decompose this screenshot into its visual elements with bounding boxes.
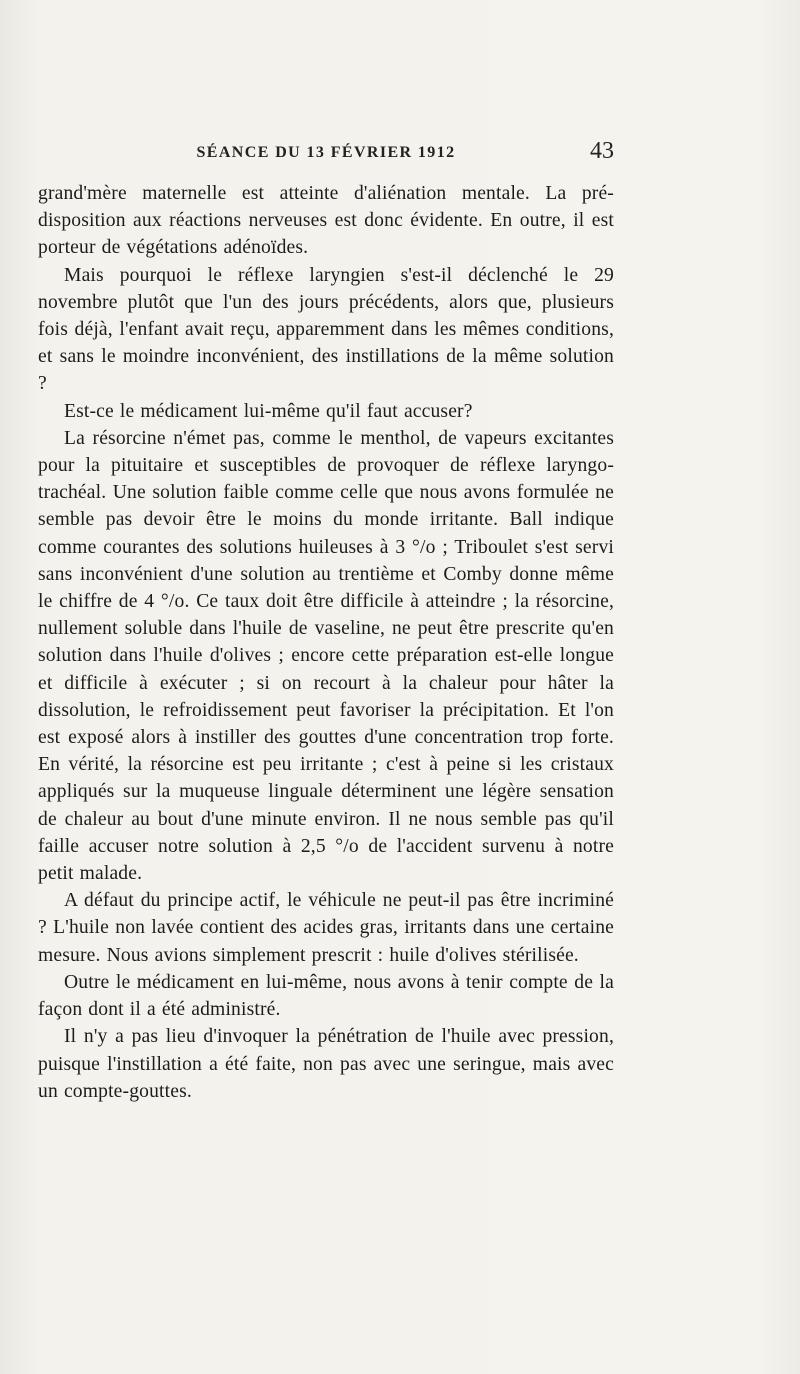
body-text — [38, 180, 614, 1105]
paragraph-question-reflex: Mais pourquoi le réflexe laryngien s'est-il déclenché le 29 novembre plutôt que l'un des jours précédents, alors que, plusieurs fois déjà, l'enfant avait reçu, apparemment dans les mêmes conditions, et sans le moindre inconvénient, des instillations de la même solution ? — [38, 264, 614, 395]
paragraph-medication-question: Est-ce le médicament lui-même qu'il faut accuser? — [64, 400, 473, 422]
paragraph-vehicle: A défaut du principe actif, le véhicule ne peut-il pas être incriminé ? L'huile non lavée contient des acides gras, irritants dans une certaine mesure. Nous avions simplement prescrit : huile d'olives stérilisée. — [38, 890, 614, 966]
paragraph-continuation: grand'mère maternelle est atteinte d'aliénation mentale. La pré-disposition aux réactions nerveuses est donc évidente. En outre, il est porteur de végétations adénoïdes. — [38, 183, 614, 259]
page-number: 43 — [590, 138, 614, 164]
paragraph-administration: Outre le médicament en lui-même, nous avons à tenir compte de la façon dont il a été administré. — [38, 971, 614, 1021]
page-header — [38, 138, 614, 168]
running-head: SÉANCE DU 13 FÉVRIER 1912 — [196, 144, 456, 161]
paragraph-resorcine: La résorcine n'émet pas, comme le menthol, de vapeurs excitantes pour la pituitaire et susceptibles de provoquer de réflexe laryngo-trachéal. Une solution faible comme celle que nous avons formulée ne semble pas devoir être le moins du monde irritante. Ball indique comme courantes des solutions huileuses à 3 °/o ; Triboulet s'est servi sans inconvénient d'une solution au trentième et Comby donne même le chiffre de 4 °/o. Ce taux doit être difficile à atteindre ; la résorcine, nullement soluble dans l'huile de vaseline, ne peut être prescrite qu'en solution dans l'huile d'olives ; encore cette préparation est-elle longue et difficile à exécuter ; si on recourt à la chaleur pour hâter la dissolution, le refroidissement peut favoriser la précipitation. Et l'on est exposé alors à instiller des gouttes d'une concentration trop forte. En vérité, la résorcine est peu irritante ; c'est à peine si les cristaux appliqués sur la muqueuse linguale déterminent une légère sensation de chaleur au bout d'une minute environ. Il ne nous semble pas qu'il faille accuser notre solution à 2,5 °/o de l'accident survenu à notre petit malade. — [38, 427, 614, 885]
paragraph-dropper: Il n'y a pas lieu d'invoquer la pénétration de l'huile avec pression, puisque l'instillation a été faite, non pas avec une seringue, mais avec un compte-gouttes. — [38, 1026, 614, 1102]
